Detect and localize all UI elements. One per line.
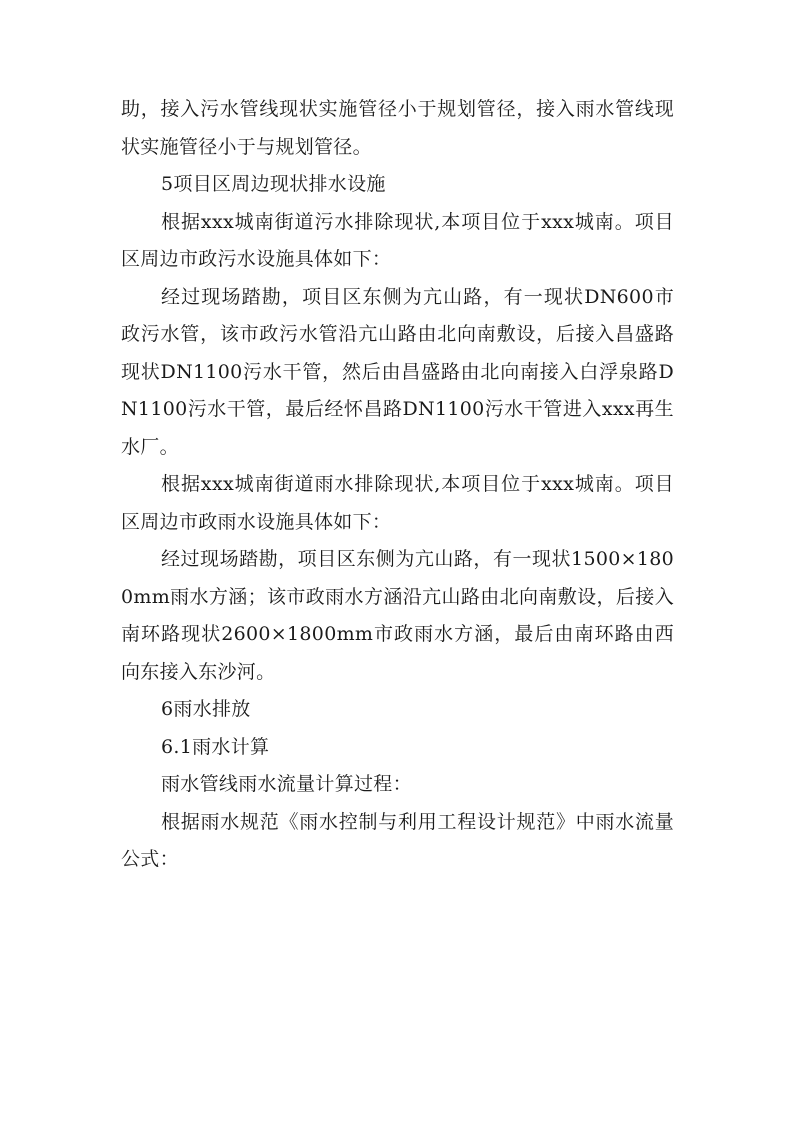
section-heading-5: 5项目区周边现状排水设施	[161, 173, 386, 195]
paragraph-rain-survey: 经过现场踏勘，项目区东侧为亢山路，有一现状1500×1800mm雨水方涵；该市政雨水方涵沿亢山路由北向南敷设，后接入南环路现状2600×1800mm市政雨水方涵，最后由南环路由西向东接入东沙河。	[121, 548, 674, 683]
paragraph-sewage-survey: 经过现场踏勘，项目区东侧为亢山路，有一现状DN600市政污水管，该市政污水管沿亢山路由北向南敷设，后接入昌盛路现状DN1100污水干管，然后由昌盛路由北向南接入白浮泉路DN1100污水干管，最后经怀昌路DN1100污水干管进入xxx再生水厂。	[121, 285, 674, 458]
section-heading-6-1: 6.1雨水计算	[161, 735, 270, 758]
paragraph-calc-process: 雨水管线雨水流量计算过程：	[161, 773, 412, 795]
paragraph-sewage-status: 根据xxx城南街道污水排除现状,本项目位于xxx城南。项目区周边市政污水设施具体如下：	[121, 210, 674, 270]
paragraph-formula-intro: 根据雨水规范《雨水控制与利用工程设计规范》中雨水流量公式：	[121, 810, 674, 870]
paragraph-rain-status: 根据xxx城南街道雨水排除现状,本项目位于xxx城南。项目区周边市政雨水设施具体如下：	[121, 473, 674, 533]
section-heading-6: 6雨水排放	[161, 698, 251, 720]
document-body	[121, 91, 674, 879]
paragraph-1: 助，接入污水管线现状实施管径小于规划管径，接入雨水管线现状实施管径小于与规划管径。	[121, 98, 674, 158]
